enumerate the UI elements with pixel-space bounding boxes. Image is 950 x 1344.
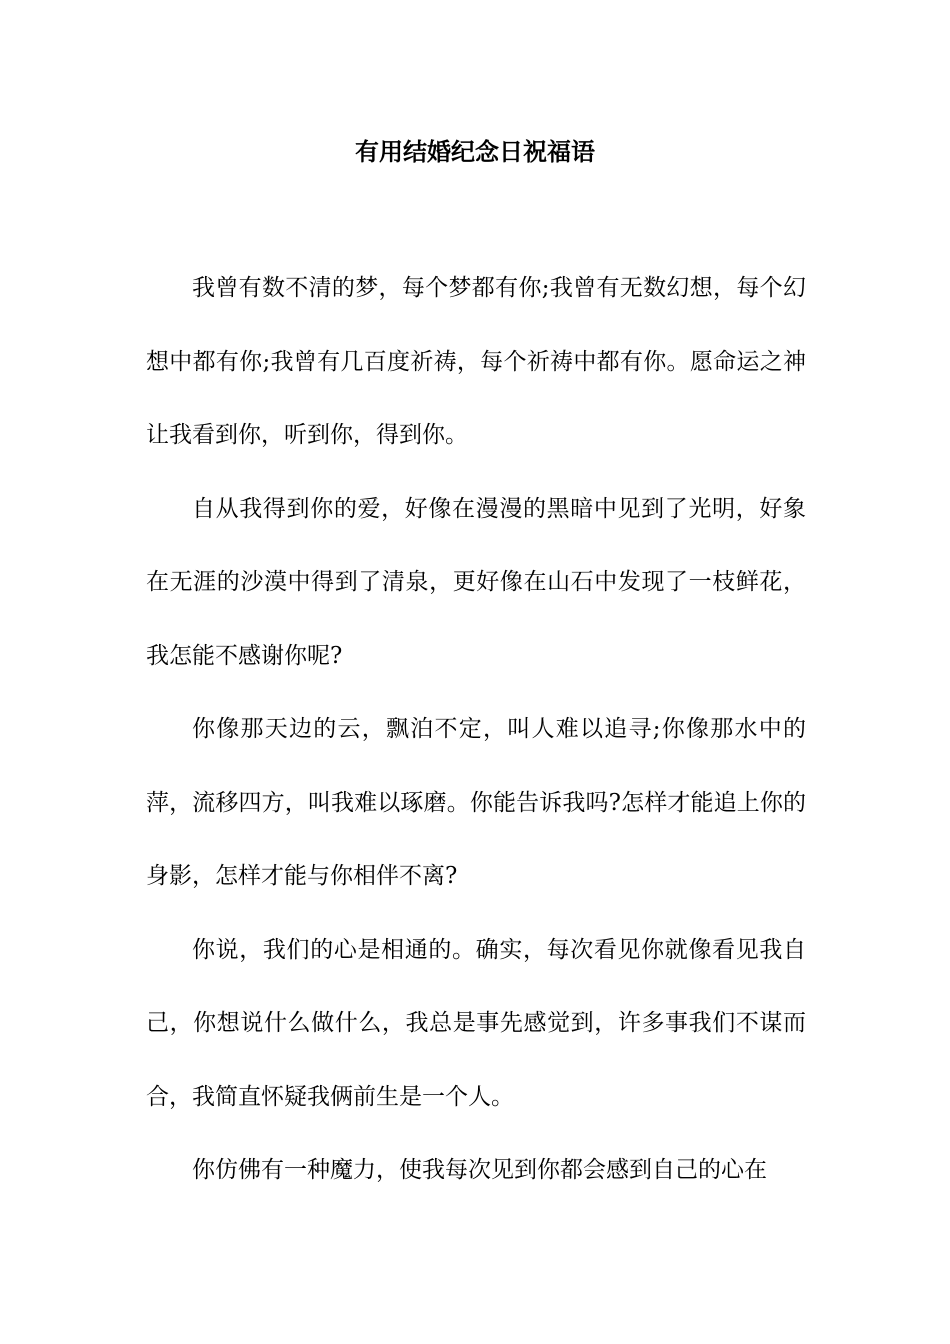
paragraph-1: 我曾有数不清的梦，每个梦都有你;我曾有无数幻想，每个幻想中都有你;我曾有几百度祈祷，每个祈祷中都有你。愿命运之神让我看到你，听到你，得到你。 [146,275,806,448]
document-title: 有用结婚纪念日祝福语 [355,138,595,166]
paragraph-5: 你仿佛有一种魔力，使我每次见到你都会感到自己的心在 [192,1157,767,1183]
paragraph-4: 你说，我们的心是相通的。确实，每次看见你就像看见我自己，你想说什么做什么，我总是事先感觉到，许多事我们不谋而合，我简直怀疑我俩前生是一个人。 [146,936,806,1110]
paragraph-2: 自从我得到你的爱，好像在漫漫的黑暗中见到了光明，好象在无涯的沙漠中得到了清泉，更好像在山石中发现了一枝鲜花，我怎能不感谢你呢? [146,495,806,669]
document-body [146,252,806,1208]
paragraph-3: 你像那天边的云，飘泊不定，叫人难以追寻;你像那水中的萍，流移四方，叫我难以琢磨。你能告诉我吗?怎样才能追上你的身影，怎样才能与你相伴不离? [146,716,806,889]
